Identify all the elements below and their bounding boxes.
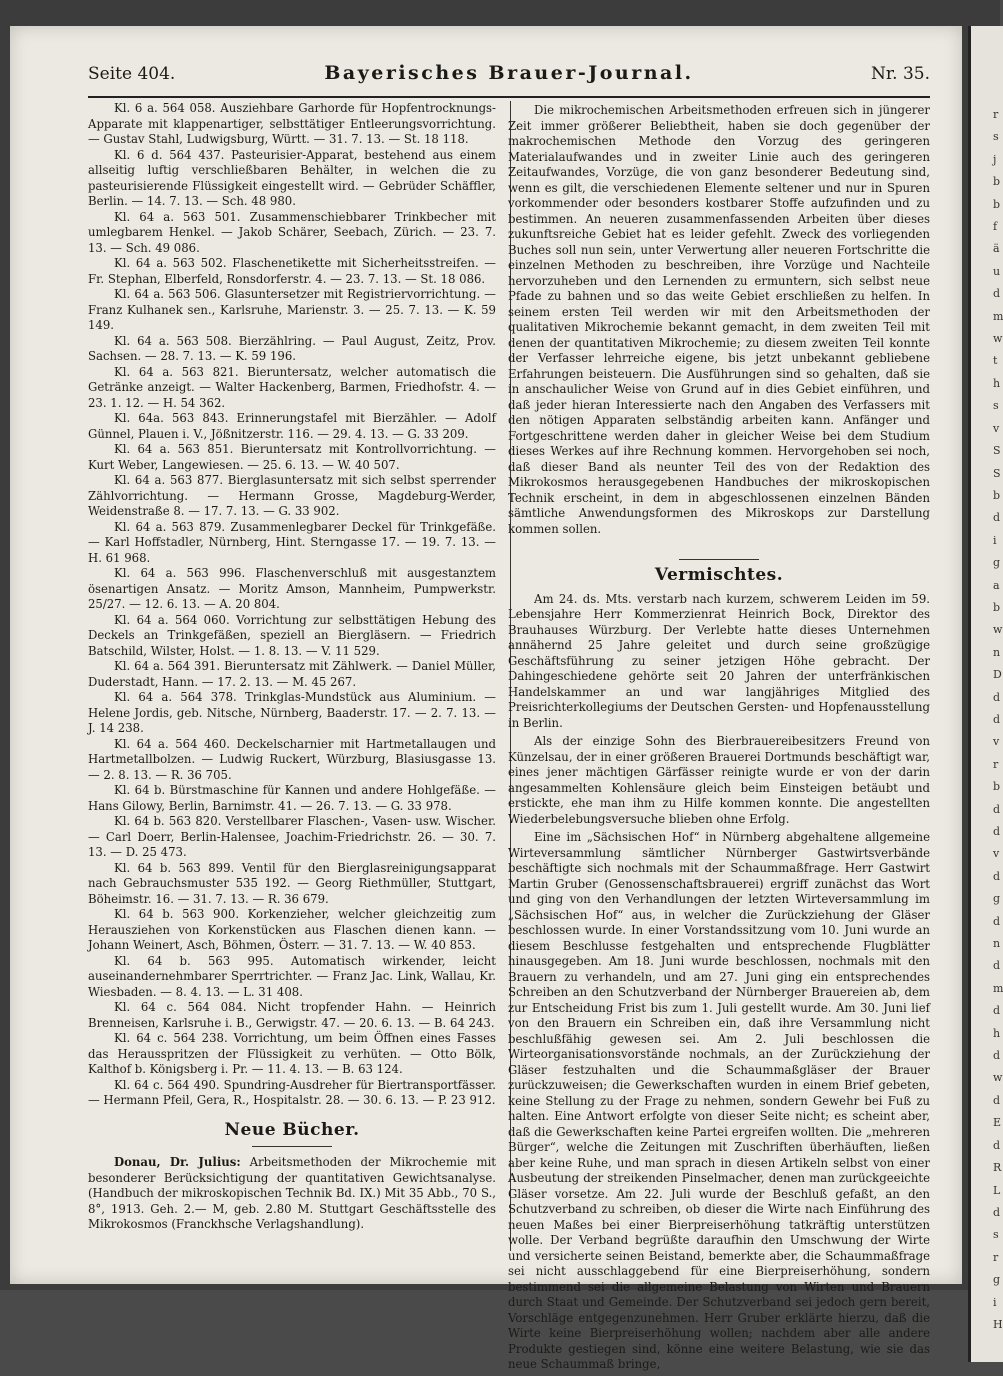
left-column (88, 101, 496, 1233)
patent-entry: Kl. 64 b. 563 900. Korkenzieher, welcher gleichzeitig zum Herausziehen von Korkenstücken aus Flaschen dienen kann. — Johann Weinert, Asch, Böhmen, Österr. — 31. 7. 13. — W. 40 853. (88, 907, 496, 952)
misc-paragraph: Als der einzige Sohn des Bierbrauereibesitzers Freund von Künzelsau, der in einer größeren Brauerei Dortmunds beschäftigt war, eines jener mächtigen Gärfässer reinigte wurde er von der darin angesammelten Kohlensäure gleich beim Einsteigen betäubt und erstickte, ehe man ihm zu Hilfe kommen konnte. Die angestellten Wiederbelebungsversuche blieben ohne Erfolg. (508, 734, 930, 826)
adjacent-page-fragment: g (993, 556, 1001, 570)
adjacent-page-fragment: S (993, 444, 1001, 458)
adjacent-page-fragment: g (993, 1273, 1001, 1287)
adjacent-page-fragment: s (993, 399, 999, 413)
adjacent-page-fragment: d (993, 1205, 1001, 1219)
books-heading: Neue Bücher. (224, 1119, 360, 1140)
adjacent-page-fragment: n (993, 937, 1001, 951)
patent-entry: Kl. 64 a. 563 508. Bierzählring. — Paul August, Zeitz, Prov. Sachsen. — 28. 7. 13. — K. 59 196. (88, 333, 496, 363)
patent-entry: Kl. 64 a. 563 996. Flaschenverschluß mit ausgestanztem ösenartigen Ansatz. — Moritz Amson, Mannheim, Pumpwerkstr. 25/27. — 12. 6. 13. — A. 20 804. (88, 566, 496, 611)
patent-entry: Kl. 64 a. 564 378. Trinkglas-Mundstück aus Aluminium. — Helene Jordis, geb. Nitsche, Nürnberg, Baaderstr. 17. — 2. 7. 13. — J. 14 238. (88, 690, 496, 735)
book-review (88, 1155, 496, 1233)
books-heading-rule (252, 1146, 332, 1147)
misc-heading: Vermischtes. (654, 565, 784, 585)
misc-paragraph: Am 24. ds. Mts. verstarb nach kurzem, schwerem Leiden im 59. Lebensjahre Herr Kommerzienrat Heinrich Bock, Direktor des Brauhauses Würzburg. Der Verlebte hatte dieses Unternehmen annähernd 25 Jahre geleitet und durch seine großzügige Geschäftsführung zu seiner jetzigen Höhe gebracht. Der Dahingeschiedene gehörte seit 20 Jahren der unterfränkischen Handelskammer an und war langjähriges Mitglied des Preisrichterkollegiums der Deutschen Gersten- und Hopfenausstellung in Berlin. (508, 591, 930, 730)
patent-entry: Kl. 64 a. 564 391. Bieruntersatz mit Zählwerk. — Daniel Müller, Duderstadt, Hann. — 17. 2. 13. — M. 45 267. (88, 659, 496, 689)
patent-entry: Kl. 6 d. 564 437. Pasteurisier-Apparat, bestehend aus einem allseitig luftig verschließbaren Behälter, in welchen die zu pasteurisierende Flüssigkeit eingestellt wird. — Gebrüder Schäffler, Berlin. — 14. 7. 13. — Sch. 48 980. (88, 147, 496, 208)
adjacent-page-fragment: d (993, 287, 1001, 301)
patent-entry: Kl. 64 a. 563 821. Bieruntersatz, welcher automatisch die Getränke anzeigt. — Walter Hackenberg, Barmen, Friedhofstr. 4. — 23. 1. 12. — H. 54 362. (88, 364, 496, 410)
adjacent-page-fragment: E (993, 1116, 1002, 1130)
adjacent-page-fragment: b (993, 780, 1001, 794)
issue-number: Nr. 35. (871, 64, 930, 84)
right-column (508, 103, 930, 1376)
adjacent-page-fragment: d (993, 1138, 1001, 1152)
adjacent-page-fragment: S (993, 466, 1001, 480)
adjacent-page-fragment: d (993, 825, 1001, 838)
page-number: Seite 404. (88, 64, 176, 84)
patent-entry: Kl. 64 a. 563 506. Glasuntersetzer mit Registriervorrichtung. — Franz Kulhanek sen., Karlsruhe, Marienstr. 3. — 25. 7. 13. — K. 59 149. (88, 287, 496, 332)
patent-entry: Kl. 64 c. 564 084. Nicht tropfender Hahn. — Heinrich Brenneisen, Karlsruhe i. B., Gerwigstr. 47. — 20. 6. 13. — B. 64 243. (88, 1000, 496, 1030)
adjacent-page-fragment: m (993, 981, 1003, 995)
adjacent-page-fragment: d (993, 959, 1001, 973)
adjacent-page-fragment: d (993, 1093, 1001, 1107)
page-header (88, 62, 930, 90)
adjacent-page-fragment: h (993, 376, 1001, 390)
adjacent-page-fragment: r (993, 1250, 999, 1264)
patent-entry: Kl. 64 b. 563 995. Automatisch wirkender, leicht auseinandernehmbarer Sperrtrichter. — Franz Jac. Link, Wallau, Kr. Wiesbaden. — 8. 4. 13. — L. 31 408. (88, 953, 496, 999)
misc-article-list (508, 592, 930, 1373)
patent-entry: Kl. 64 a. 563 502. Flaschenetikette mit Sicherheitsstreifen. — Fr. Stephan, Elberfeld, Ronsdorferstr. 4. — 23. 7. 13. — St. 18 086. (88, 256, 496, 286)
adjacent-page-fragment: m (993, 309, 1003, 323)
adjacent-page-fragment: u (993, 264, 1001, 278)
adjacent-page-fragment: b (993, 175, 1001, 189)
adjacent-page-fragment: h (993, 1026, 1001, 1040)
adjacent-page-fragment: w (993, 332, 1003, 346)
adjacent-page-fragment: H (993, 1317, 1003, 1331)
adjacent-page-fragment: j (993, 152, 997, 166)
adjacent-page-fragment: d (993, 1049, 1001, 1063)
adjacent-page-fragment: t (993, 354, 998, 368)
adjacent-page-fragment: v (993, 735, 1000, 749)
patent-entry: Kl. 64a. 563 843. Erinnerungstafel mit Bierzähler. — Adolf Günnel, Plauen i. V., Jößnitzerstr. 116. — 29. 4. 13. — G. 33 209. (88, 411, 496, 441)
adjacent-page-fragment: n (993, 645, 1001, 659)
adjacent-page-fragment: i (993, 1295, 997, 1309)
header-rule (88, 96, 930, 98)
adjacent-page-fragment: d (993, 1004, 1001, 1018)
patent-entry: Kl. 64 a. 563 501. Zusammenschiebbarer Trinkbecher mit umlegbarem Henkel. — Jakob Schärer, Seebach, Zürich. — 23. 7. 13. — Sch. 49 086. (88, 209, 496, 255)
adjacent-page-fragment: b (993, 197, 1001, 211)
misc-paragraph: Eine im „Sächsischen Hof“ in Nürnberg abgehaltene allgemeine Wirteversammlung sämtlicher Nürnberger Gastwirtsverbände beschäftigte sich nochmals mit der Schaummaßfrage. Herr Gastwirt Martin Gruber (Genossenschaftsbrauerei) ergriff zunächst das Wort und ging von den Verhandlungen der letzten Wirteversammlung im „Sächsischen Hof“ aus, in welcher die Zurückziehung der Gläser beschlossen wurde. In einer Vorstandssitzung vom 10. Juni wurde an diesem Beschlusse festgehalten und entsprechende Flugblätter hinausgegeben. Am 18. Juni wurde beschlossen, nochmals mit den Brauern zu verhandeln, und am 27. Juni ging ein entsprechendes Schreiben an den Schutzverband der Nürnberger Brauereien ab, dem zur Entscheidung Frist bis zum 1. Juli gestellt wurde. Am 30. Juni lief von den Brauern ein Schreiben ein, daß ihre Versammlung nicht beschlußfähig gewesen sei. Am 2. Juli beschlossen die Wirteorganisationsvorstände nochmals, an der Zurückziehung der Gläser festzuhalten und die Schaummaßgläser der Brauer zurückzuweisen; die Gewerkschaften wurden in einem Brief gebeten, keine Stellung zu der Frage zu nehmen, sondern Gewehr bei Fuß zu halten. Eine Antwort erfolgte von dieser Seite nicht; es scheint aber, daß die Gewerkschaften keine Partei ergreifen wollten. Die „mehreren Bürger“, welche die Zeitungen mit Zuschriften überhäuften, ließen aber keine Ruhe, und man sprach in diesen Artikeln selbst von einer Ausbeutung der streikenden Pinselmacher, denen man zurückgeeichte Gläser vorsetze. Am 22. Juli wurde der Beschluß gefaßt, an den Schutzverband zu schreiben, ob dieser die Wirte nach Einführung des neuen Maßes bei einer Bierpreiserhöhung tatkräftig unterstützen wolle. Der Verband begrüßte daraufhin den Umschwung der Wirte und versicherte seinen Beistand, bemerkte aber, die Schaummaßfrage sei nicht ausschlaggebend für eine Bierpreiserhöhung, sondern bestimmend sei die allgemeine Belastung von Wirten und Brauern durch Staat und Gemeinde. Der Schutzverband sei jedoch gern bereit, Vorschläge entgegenzunehmen. Herr Gruber erklärte hierzu, daß die Wirte keine Bierpreiserhöhung wollen; nachdem aber alle andere Produkte gestiegen sind, könne eine weitere Belastung, wie sie das neue Schaummaß bringe, (508, 830, 930, 1371)
adjacent-page-fragment: D (993, 668, 1002, 682)
patent-entry: Kl. 64 a. 563 879. Zusammenlegbarer Deckel für Trinkgefäße. — Karl Hoffstadler, Nürnberg, Hint. Sterngasse 17. — 19. 7. 13. — H. 61 968. (88, 519, 496, 565)
adjacent-page-fragment: r (993, 108, 999, 121)
adjacent-page-fragment: i (993, 533, 997, 547)
patent-entry: Kl. 64 a. 563 877. Bierglasuntersatz mit sich selbst sperrender Zählvorrichtung. — Hermann Grosse, Magdeburg-Werder, Weidenstraße 8. — 17. 7. 13. — G. 33 902. (88, 473, 496, 518)
adjacent-page-fragment: R (993, 1161, 1002, 1175)
adjacent-page-fragment: ä (993, 242, 1000, 256)
adjacent-page-fragment: d (993, 690, 1001, 704)
patent-entry: Kl. 64 b. 563 820. Verstellbarer Flaschen-, Vasen- usw. Wischer. — Carl Doerr, Berlin-Halensee, Joachim-Friedrichstr. 26. — 30. 7. 13. — D. 25 473. (88, 814, 496, 859)
adjacent-page-fragment: w (993, 623, 1003, 637)
adjacent-page-fragment: a (993, 578, 1000, 592)
adjacent-page-fragment: d (993, 869, 1001, 883)
patent-entry: Kl. 64 c. 564 238. Vorrichtung, um beim Öffnen eines Fasses das Herausspritzen der Flüssigkeit zu verhüten. — Otto Bölk, Kalthof b. Königsberg i. Pr. — 11. 4. 13. — B. 63 124. (88, 1031, 496, 1076)
adjacent-page-fragment: g (993, 892, 1001, 906)
patent-entry: Kl. 64 b. Bürstmaschine für Kannen und andere Hohlgefäße. — Hans Gilowy, Berlin, Barnimstr. 41. — 26. 7. 13. — G. 33 978. (88, 783, 496, 813)
adjacent-page-edge (968, 26, 1003, 1362)
adjacent-page-fragment: d (993, 802, 1001, 816)
review-bibliography: Arbeitsmethoden der Mikrochemie mit besonderer Berücksichtigung der quantitativen Gewichtsanalyse. (Handbuch der mikroskopischen Technik Bd. IX.) Mit 35 Abb., 70 S., 8°, 1913. Geh. 2.— M, geb. 2.80 M. Stuttgart Geschäftsstelle des Mikrokosmos (Franckhsche Verlagshandlung). (88, 1155, 497, 1231)
adjacent-page-fragment: b (993, 488, 1001, 502)
adjacent-page-fragment: w (993, 1071, 1003, 1085)
adjacent-page-fragment: L (993, 1183, 1001, 1197)
patent-entry: Kl. 64 a. 563 851. Bieruntersatz mit Kontrollvorrichtung. — Kurt Weber, Langewiesen. — 25. 6. 13. — W. 40 507. (88, 442, 496, 472)
adjacent-page-fragment: b (993, 600, 1001, 614)
adjacent-page-fragment: s (993, 1228, 999, 1242)
patent-entry: Kl. 64 b. 563 899. Ventil für den Bierglasreinigungsapparat nach Gebrauchsmuster 535 192. — Georg Riethmüller, Stuttgart, Böheimstr. 16. — 31. 7. 13. — R. 36 679. (88, 860, 496, 906)
adjacent-page-fragment: v (993, 421, 1000, 435)
adjacent-page-fragment: d (993, 511, 1001, 525)
patent-entry: Kl. 6 a. 564 058. Ausziehbare Garhorde für Hopfentrocknungs-Apparate mit klappenartiger, selbsttätiger Entleerungsvorrichtung. — Gustav Stahl, Ludwigsburg, Württ. — 31. 7. 13. — St. 18 118. (88, 101, 496, 146)
journal-title: Bayerisches Brauer-Journal. (324, 62, 694, 84)
adjacent-page-fragment: d (993, 712, 1001, 726)
adjacent-page-fragment: v (993, 847, 1000, 861)
book-review-continued: Die mikrochemischen Arbeitsmethoden erfreuen sich in jüngerer Zeit immer größerer Beliebtheit, haben sie doch gegenüber der makrochemischen Methode den Vorzug des geringeren Materialaufwandes und in zweiter Linie auch des geringeren Zeitaufwandes, Vorzüge, die von ganz besonderer Bedeutung sind, wenn es gilt, die verschiedenen Elemente seltener und nur in Spuren vorkommender oder besonders kostbarer Stoffe aufzufinden und zu bestimmen. An neueren zusammenfassenden Arbeiten über dieses zukunftsreiche Gebiet hat es leider gefehlt. Zweck des vorliegenden Buches soll nun sein, unter Verwertung aller neueren Fortschritte die einzelnen Methoden zu beschreiben, ihre Vorzüge und Nachteile hervorzuheben und den Lernenden zu ermuntern, sich selbst neue Pfade zu bahnen und so das weite Gebiet erschließen zu helfen. In seinem ersten Teil werden wir mit den Arbeitsmethoden der qualitativen Mikrochemie bekannt gemacht, in dem zweiten Teil mit denen der quantitativen Mikrochemie; zu diesem zweiten Teil konnte der Verfasser lehrreiche eigene, bis jetzt unbekannt gebliebene Erfahrungen beisteuern. Die Ausführungen sind so gehalten, daß sie in anschaulicher Weise von Grund auf in dies Gebiet einführen, und daß jeder hieran Interessierte nach den Angaben des Verfassers mit den nötigen Apparaten selbständig arbeiten kann. Anfänger und Fortgeschrittene werden daher in gleicher Weise bei dem Studium dieses Werkes auf ihre Rechnung kommen. Hervorgehoben sei noch, daß dieser Band als neunter Teil des von der Redaktion des Mikrokosmos herausgegebenen Handbuches der mikroskopischen Technik erscheint, in dem in abgeschlossenen einzelnen Bänden sämtliche Anwendungsformen des Mikroskops zur Darstellung kommen sollen. (508, 103, 930, 536)
adjacent-page-fragment: d (993, 914, 1001, 928)
patent-entry: Kl. 64 a. 564 460. Deckelscharnier mit Hartmetallaugen und Hartmetallbolzen. — Ludwig Ruckert, Würzburg, Blasiusgasse 13. — 2. 8. 13. — R. 36 705. (88, 736, 496, 782)
misc-heading-rule (679, 559, 759, 560)
review-author: Donau, Dr. Julius: (114, 1155, 241, 1169)
adjacent-page-fragment: s (993, 130, 999, 144)
adjacent-page-fragment: r (993, 757, 999, 771)
patent-entry: Kl. 64 c. 564 490. Spundring-Ausdreher für Biertransportfässer. — Hermann Pfeil, Gera, R., Hospitalstr. 28. — 30. 6. 13. — P. 23 912. (88, 1077, 496, 1107)
patent-list (88, 101, 496, 1109)
patent-entry: Kl. 64 a. 564 060. Vorrichtung zur selbsttätigen Hebung des Deckels an Trinkgefäßen, speziell an Biergläsern. — Friedrich Batschild, Wilster, Holst. — 1. 8. 13. — V. 11 529. (88, 612, 496, 658)
adjacent-page-fragment: f (993, 220, 998, 234)
